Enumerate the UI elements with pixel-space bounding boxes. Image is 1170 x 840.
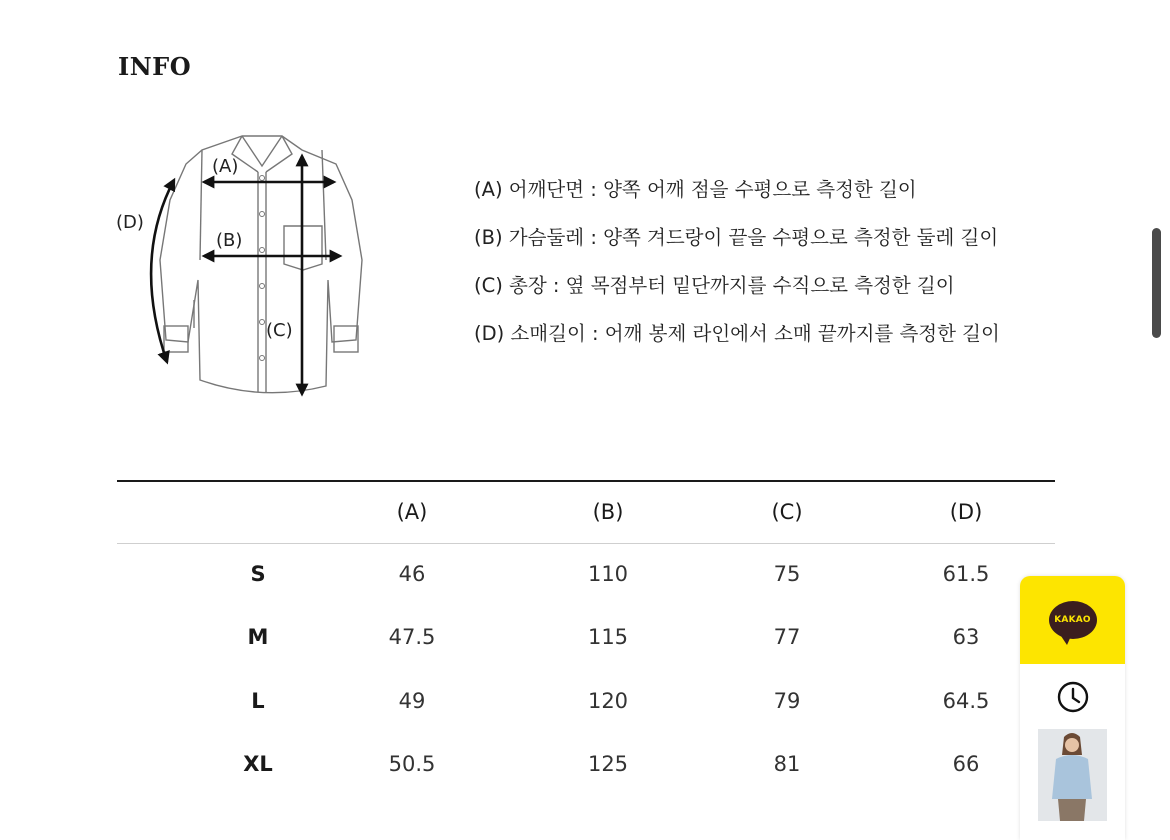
label-c: (C) bbox=[266, 320, 293, 341]
desc-c bbox=[474, 268, 1000, 316]
header-b: (B) bbox=[592, 500, 624, 524]
value-cell: 110 bbox=[587, 562, 629, 586]
size-label: XL bbox=[243, 752, 273, 776]
clock-icon bbox=[1056, 680, 1090, 714]
value-cell: 75 bbox=[773, 562, 801, 586]
desc-code: (D) bbox=[474, 322, 505, 345]
value-cell: 64.5 bbox=[942, 689, 990, 713]
value-cell: 79 bbox=[773, 689, 801, 713]
kakao-label: KAKAO bbox=[1054, 615, 1091, 625]
model-photo bbox=[1038, 729, 1107, 821]
kakao-chat-button[interactable] bbox=[1020, 576, 1125, 664]
shirt-measurement-diagram bbox=[112, 130, 382, 410]
value-cell: 125 bbox=[587, 752, 629, 776]
header-d: (D) bbox=[949, 500, 983, 524]
value-cell: 115 bbox=[587, 625, 629, 649]
shirt-outline bbox=[160, 136, 362, 393]
desc-text: 총장 : 옆 목점부터 밑단까지를 수직으로 측정한 길이 bbox=[502, 274, 955, 297]
measure-arrows bbox=[151, 156, 340, 394]
desc-d bbox=[474, 316, 1000, 364]
value-cell: 66 bbox=[952, 752, 980, 776]
page-scrollbar[interactable] bbox=[1152, 228, 1161, 338]
desc-text: 가슴둘레 : 양쪽 겨드랑이 끝을 수평으로 측정한 둘레 길이 bbox=[502, 226, 999, 249]
desc-b bbox=[474, 220, 1000, 268]
value-cell: 81 bbox=[773, 752, 801, 776]
header-c: (C) bbox=[771, 500, 803, 524]
desc-text: 소매길이 : 어깨 봉제 라인에서 소매 끝까지를 측정한 길이 bbox=[504, 322, 1000, 345]
value-cell: 49 bbox=[398, 689, 426, 713]
label-b: (B) bbox=[216, 230, 243, 251]
table-header-rule bbox=[117, 543, 1055, 544]
desc-code: (A) bbox=[474, 178, 503, 201]
label-d: (D) bbox=[116, 212, 144, 233]
size-label: M bbox=[247, 625, 269, 649]
desc-a bbox=[474, 172, 1000, 220]
section-title: INFO bbox=[118, 52, 192, 81]
value-cell: 63 bbox=[952, 625, 980, 649]
measurement-descriptions bbox=[474, 172, 1000, 364]
value-cell: 50.5 bbox=[388, 752, 436, 776]
value-cell: 61.5 bbox=[942, 562, 990, 586]
value-cell: 77 bbox=[773, 625, 801, 649]
size-label: S bbox=[250, 562, 266, 586]
label-a: (A) bbox=[212, 156, 239, 177]
size-label: L bbox=[251, 689, 265, 713]
header-a: (A) bbox=[396, 500, 428, 524]
value-cell: 120 bbox=[587, 689, 629, 713]
table-top-rule bbox=[117, 480, 1055, 482]
kakao-icon bbox=[1049, 601, 1097, 639]
desc-code: (C) bbox=[474, 274, 503, 297]
value-cell: 46 bbox=[398, 562, 426, 586]
recent-view-button[interactable] bbox=[1020, 680, 1125, 714]
desc-code: (B) bbox=[474, 226, 503, 249]
product-thumbnail[interactable] bbox=[1038, 729, 1107, 821]
shirt-buttons bbox=[260, 176, 265, 361]
floating-quick-menu bbox=[1020, 576, 1125, 840]
desc-text: 어깨단면 : 양쪽 어깨 점을 수평으로 측정한 길이 bbox=[502, 178, 917, 201]
value-cell: 47.5 bbox=[388, 625, 436, 649]
